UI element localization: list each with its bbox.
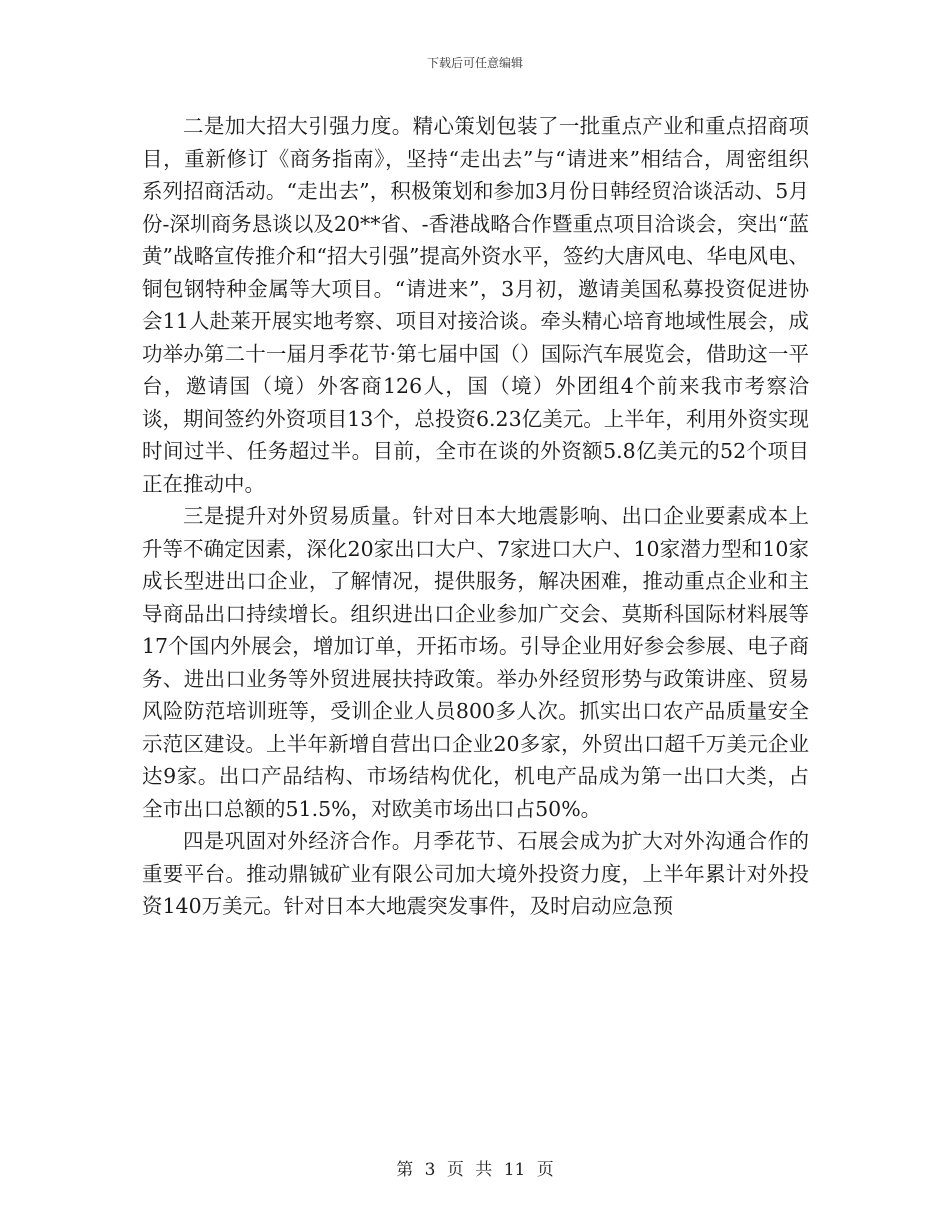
paragraph-foreign-trade: 三是提升对外贸易质量。针对日本大地震影响、出口企业要素成本上升等不确定因素，深化20家出口大户、7家进口大户、10家潜力型和10家成长型进出口企业，了解情况，提供服务，解决困难，推动重点企业和主导商品出口持续增长。组织进出口企业参加广交会、莫斯科国际材料展等17个国内外展会，增加订单，开拓市场。引导企业用好参会参展、电子商务、进出口业务等外贸进展扶持政策。举办外经贸形势与政策讲座、贸易风险防范培训班等，受训企业人员800多人次。抓实出口农产品质量安全示范区建设。上半年新增自营出口企业20多家，外贸出口超千万美元企业达9家。出口产品结构、市场结构优化，机电产品成为第一出口大类，占全市出口总额的51.5%，对欧美市场出口占50%。 [142, 504, 809, 821]
page-header: 下载后可任意编辑 [426, 56, 523, 70]
paragraph-economic-cooperation: 四是巩固对外经济合作。月季花节、石展会成为扩大对外沟通合作的重要平台。推动鼎铖矿业有限公司加大境外投资力度，上半年累计对外投资140万美元。针对日本大地震突发事件，及时启动应急预 [142, 829, 809, 918]
page-footer: 第 3 页 共 11 页 [396, 1160, 554, 1180]
paragraph-attract-investment: 二是加大招大引强力度。精心策划包装了一批重点产业和重点招商项目，重新修订《商务指南》，坚持“走出去”与“请进来”相结合，周密组织系列招商活动。“走出去”，积极策划和参加3月份日韩经贸洽谈活动、5月份-深圳商务恳谈以及20**省、-香港战略合作暨重点项目洽谈会，突出“蓝黄”战略宣传推介和“招大引强”提高外资水平，签约大唐风电、华电风电、铜包钢特种金属等大项目。“请进来”，3月初，邀请美国私募投资促进协会11人赴莱开展实地考察、项目对接洽谈。牵头精心培育地域性展会，成功举办第二十一届月季花节·第七届中国（）国际汽车展览会，借助这一平台，邀请国（境）外客商126人，国（境）外团组4个前来我市考察洽谈，期间签约外资项目13个，总投资6.23亿美元。上半年，利用外资实现时间过半、任务超过半。目前，全市在谈的外资额5.8亿美元的52个项目正在推动中。 [142, 114, 809, 496]
document-body [142, 110, 809, 923]
